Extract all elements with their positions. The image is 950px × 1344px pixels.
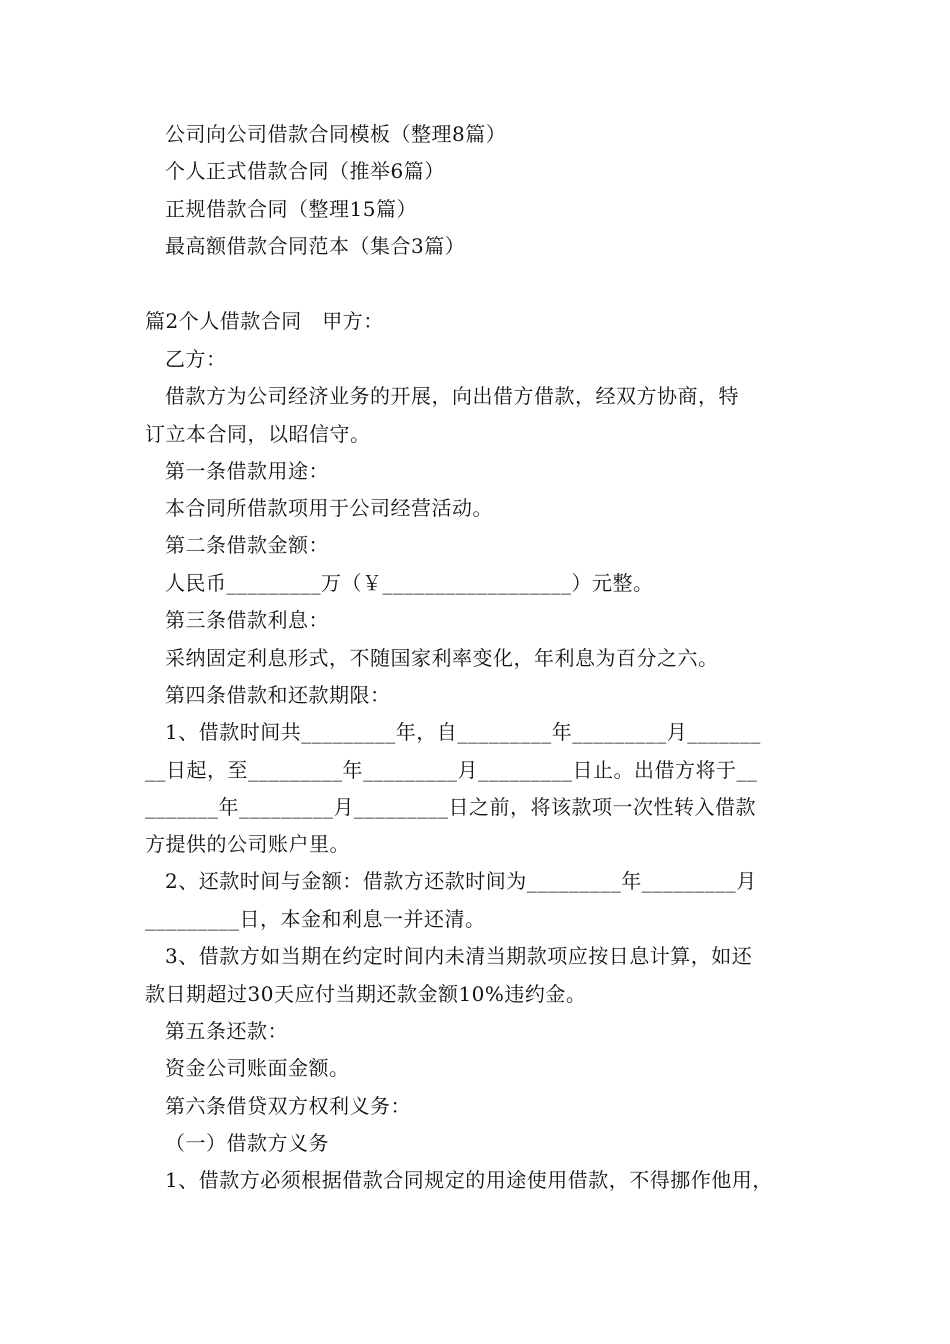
article-heading: 第三条借款利息： [165, 608, 329, 632]
paragraph-line: 资金公司账面金额。 [165, 1056, 350, 1080]
paragraph-line: 订立本合同，以昭信守。 [145, 422, 371, 446]
paragraph-line: 采纳固定利息形式，不随国家利率变化，年利息为百分之六。 [165, 646, 719, 670]
paragraph-line: _________日，本金和利息一并还清。 [145, 907, 486, 931]
article-heading: 第五条还款： [165, 1019, 288, 1043]
article-heading: 第二条借款金额： [165, 533, 329, 557]
paragraph-line: 人民币_________万（￥__________________）元整。 [165, 571, 654, 595]
paragraph-line: _______年_________月_________日之前，将该款项一次性转入借款 [145, 795, 756, 819]
paragraph-line: 本合同所借款项用于公司经营活动。 [165, 496, 493, 520]
toc-item: 公司向公司借款合同模板（整理8篇） [165, 122, 507, 146]
toc-item: 最高额借款合同范本（集合3篇） [165, 234, 466, 258]
article-heading: 第一条借款用途： [165, 459, 329, 483]
paragraph-line: 3、借款方如当期在约定时间内未清当期款项应按日息计算，如还 [165, 944, 753, 968]
paragraph-line: 款日期超过30天应付当期还款金额10%违约金。 [145, 982, 587, 1006]
paragraph-line: __日起，至_________年_________月_________日止。出借方将于__ [145, 758, 758, 782]
paragraph-line: 方提供的公司账户里。 [145, 832, 350, 856]
section-heading: 篇2个人借款合同 甲方： [145, 309, 384, 333]
article-heading: 第六条借贷双方权利义务： [165, 1094, 411, 1118]
article-heading: 第四条借款和还款期限： [165, 683, 391, 707]
paragraph-line: 2、还款时间与金额：借款方还款时间为_________年_________月 [165, 869, 757, 893]
paragraph-line: 借款方为公司经济业务的开展，向出借方借款，经双方协商，特 [165, 384, 739, 408]
subsection-heading: （一）借款方义务 [165, 1131, 329, 1155]
paragraph-line: 1、借款时间共_________年，自_________年_________月_______ [165, 720, 761, 744]
toc-item: 正规借款合同（整理15篇） [165, 197, 417, 221]
paragraph-line: 1、借款方必须根据借款合同规定的用途使用借款，不得挪作他用， [165, 1168, 773, 1192]
paragraph-line: 乙方： [165, 347, 227, 371]
toc-item: 个人正式借款合同（推举6篇） [165, 159, 445, 183]
